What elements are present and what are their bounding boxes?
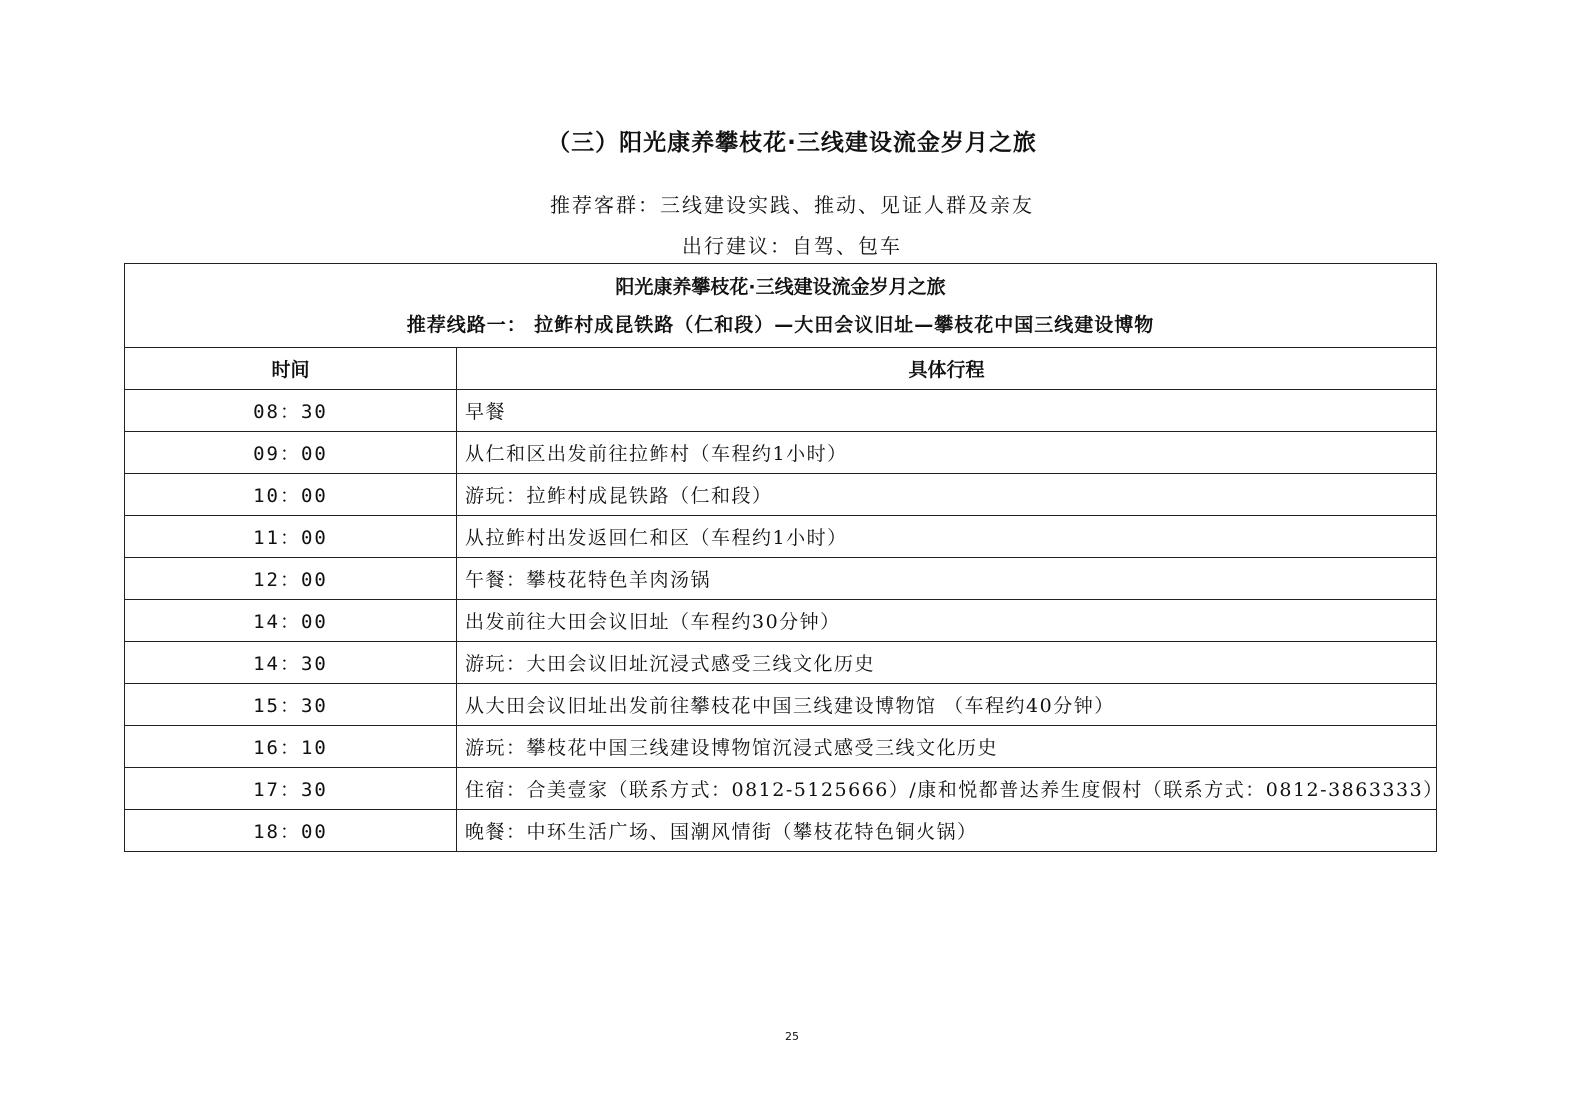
- table-row: [125, 516, 1437, 558]
- table-row: [125, 768, 1437, 810]
- activity-cell: 从仁和区出发前往拉鲊村（车程约1小时）: [457, 432, 1437, 474]
- recommended-route: 推荐线路一： 拉鲊村成昆铁路（仁和段）—大田会议旧址—攀枝花中国三线建设博物: [406, 313, 1155, 336]
- activity-cell: 从大田会议旧址出发前往攀枝花中国三线建设博物馆 （车程约40分钟）: [457, 684, 1437, 726]
- recommended-audience: 推荐客群：三线建设实践、推动、见证人群及亲友: [550, 193, 1034, 217]
- time-cell: 10：00: [125, 474, 457, 516]
- activity-cell: 晚餐：中环生活广场、国潮风情街（攀枝花特色铜火锅）: [457, 810, 1437, 852]
- table-row: [125, 600, 1437, 642]
- travel-advice: 出行建议：自驾、包车: [682, 234, 902, 258]
- page-title: （三）阳光康养攀枝花·三线建设流金岁月之旅: [547, 130, 1037, 156]
- activity-cell: 早餐: [457, 390, 1437, 432]
- table-row: [125, 726, 1437, 768]
- activity-cell: 游玩：拉鲊村成昆铁路（仁和段）: [457, 474, 1437, 516]
- time-cell: 14：00: [125, 600, 457, 642]
- column-header-time: 时间: [125, 348, 457, 390]
- table-row: [125, 558, 1437, 600]
- table-row: [125, 810, 1437, 852]
- activity-cell: 从拉鲊村出发返回仁和区（车程约1小时）: [457, 516, 1437, 558]
- time-cell: 09：00: [125, 432, 457, 474]
- table-row: [125, 432, 1437, 474]
- time-cell: 14：30: [125, 642, 457, 684]
- page-number: 25: [785, 1030, 799, 1043]
- table-row: [125, 642, 1437, 684]
- time-cell: 11：00: [125, 516, 457, 558]
- activity-cell: 出发前往大田会议旧址（车程约30分钟）: [457, 600, 1437, 642]
- table-banner: [125, 264, 1437, 348]
- table-banner-title: 阳光康养攀枝花·三线建设流金岁月之旅: [615, 275, 946, 298]
- activity-cell: 午餐：攀枝花特色羊肉汤锅: [457, 558, 1437, 600]
- itinerary-rows: [125, 390, 1444, 852]
- table-header-row: [125, 348, 1437, 390]
- activity-cell: 住宿：合美壹家（联系方式：0812-5125666）/康和悦都普达养生度假村（联系方式：0812-3863333）: [457, 768, 1437, 810]
- time-cell: 17：30: [125, 768, 457, 810]
- table-row: [125, 390, 1437, 432]
- time-cell: 16：10: [125, 726, 457, 768]
- time-cell: 18：00: [125, 810, 457, 852]
- table-row: [125, 474, 1437, 516]
- activity-cell: 游玩：攀枝花中国三线建设博物馆沉浸式感受三线文化历史: [457, 726, 1437, 768]
- table-row: [125, 684, 1437, 726]
- time-cell: 12：00: [125, 558, 457, 600]
- itinerary-table: [124, 263, 1444, 852]
- activity-cell: 游玩：大田会议旧址沉浸式感受三线文化历史: [457, 642, 1437, 684]
- table-banner-row: [125, 264, 1437, 348]
- time-cell: 08：30: [125, 390, 457, 432]
- time-cell: 15：30: [125, 684, 457, 726]
- column-header-itinerary: 具体行程: [457, 348, 1437, 390]
